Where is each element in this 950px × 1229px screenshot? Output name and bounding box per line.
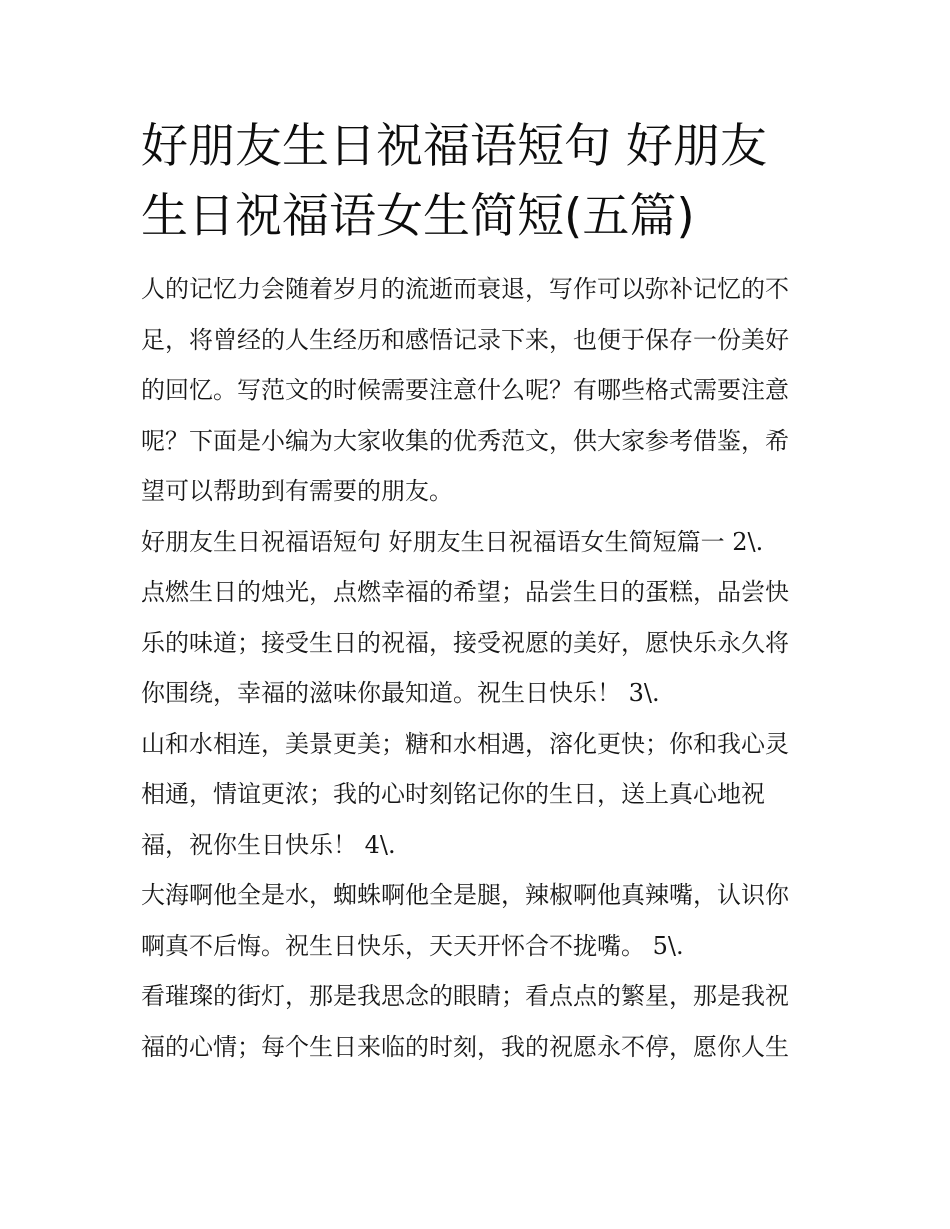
wish-paragraph (141, 567, 813, 719)
title-line: 好朋友生日祝福语短句 好朋友 (141, 119, 767, 174)
text-line: 的回忆。写范文的时候需要注意什么呢？有哪些格式需要注意 (141, 376, 789, 404)
document-content (141, 112, 813, 1072)
intro-paragraph (141, 264, 813, 517)
text-line: 山和水相连，美景更美；糖和水相遇，溶化更快；你和我心灵 (141, 729, 789, 758)
text-line: 呢？下面是小编为大家收集的优秀范文，供大家参考借鉴，希 (141, 426, 789, 455)
text-line: 望可以帮助到有需要的朋友。 (141, 477, 453, 505)
text-line: 足，将曾经的人生经历和感悟记录下来，也便于保存一份美好 (141, 325, 789, 354)
text-line: 点燃生日的烛光，点燃幸福的希望；品尝生日的蛋糕，品尝快 (141, 578, 789, 606)
text-line: 乐的味道；接受生日的祝福，接受祝愿的美好，愿快乐永久将 (141, 628, 789, 657)
wish-paragraph (141, 971, 813, 1072)
text-line: 人的记忆力会随着岁月的流逝而衰退，写作可以弥补记忆的不 (141, 275, 789, 303)
text-line: 好朋友生日祝福语短句 好朋友生日祝福语女生简短篇一 2\. (141, 527, 764, 556)
document-title (141, 112, 813, 252)
section-heading-paragraph (141, 517, 813, 568)
text-line: 福的心情；每个生日来临的时刻，我的祝愿永不停，愿你人生 (141, 1032, 789, 1061)
wish-paragraph (141, 870, 813, 971)
title-line: 生日祝福语女生简短(五篇) (141, 189, 695, 244)
text-line: 福，祝你生日快乐！ 4\. (141, 830, 396, 859)
text-line: 相通，情谊更浓；我的心时刻铭记你的生日，送上真心地祝 (141, 780, 765, 808)
wish-paragraph (141, 719, 813, 871)
text-line: 看璀璨的街灯，那是我思念的眼睛；看点点的繁星，那是我祝 (141, 982, 789, 1010)
document-body (141, 264, 813, 1072)
text-line: 大海啊他全是水，蜘蛛啊他全是腿，辣椒啊他真辣嘴，认识你 (141, 881, 789, 909)
text-line: 啊真不后悔。祝生日快乐，天天开怀合不拢嘴。 5\. (141, 931, 684, 960)
text-line: 你围绕，幸福的滋味你最知道。祝生日快乐！ 3\. (141, 679, 660, 707)
